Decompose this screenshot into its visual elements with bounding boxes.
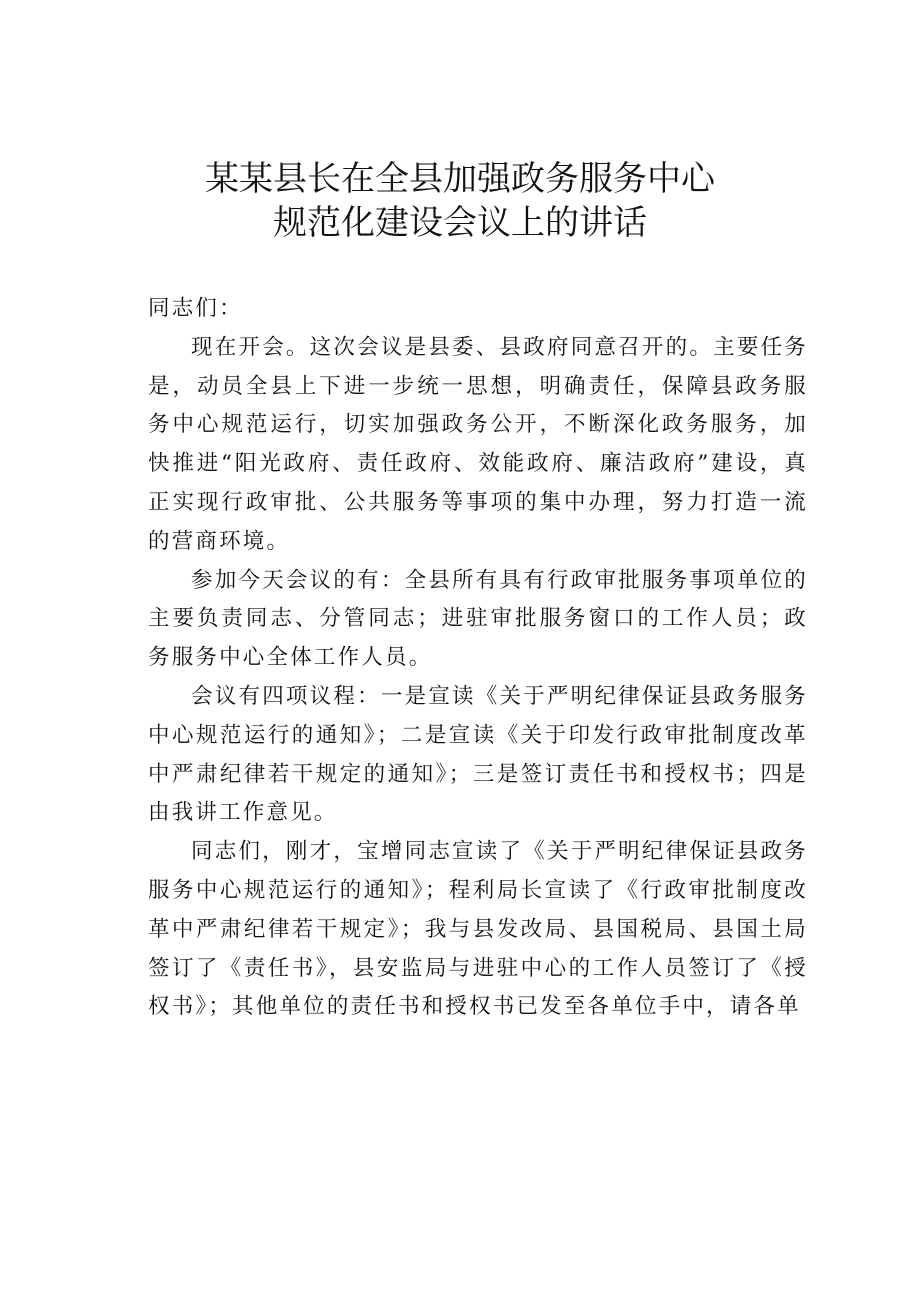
document-title-line-2: 规范化建设会议上的讲话 [273, 203, 647, 243]
paragraph-opening: 现在开会。这次会议是县委、县政府同意召开的。主要任务是，动员全县上下进一步统一思想，明确责任，保障县政务服务中心规范运行，切实加强政务公开，不断深化政务服务，加快推进“阳光政府、责任政府、效能政府、廉洁政府”建设，真正实现行政审批、公共服务等事项的集中办理，努力打造一流的营商环境。 [148, 334, 808, 554]
paragraph-attendees: 参加今天会议的有：全县所有具有行政审批服务事项单位的主要负责同志、分管同志；进驻审批服务窗口的工作人员；政务服务中心全体工作人员。 [148, 567, 808, 671]
document-body [148, 290, 808, 1027]
paragraph-summary: 同志们，刚才，宝增同志宣读了《关于严明纪律保证县政务服务中心规范运行的通知》；程利局长宣读了《行政审批制度改革中严肃纪律若干规定》；我与县发改局、县国税局、县国土局签订了《责任书》，县安监局与进驻中心的工作人员签订了《授权书》；其他单位的责任书和授权书已发至各单位手中，请各单 [148, 839, 808, 1020]
document-title-line-1: 某某县长在全县加强政务服务中心 [205, 159, 715, 199]
paragraph-agenda: 会议有四项议程：一是宣读《关于严明纪律保证县政务服务中心规范运行的通知》；二是宣读《关于印发行政审批制度改革中严肃纪律若干规定的通知》；三是签订责任书和授权书；四是由我讲工作意见。 [148, 683, 808, 826]
salutation: 同志们： [148, 296, 243, 321]
